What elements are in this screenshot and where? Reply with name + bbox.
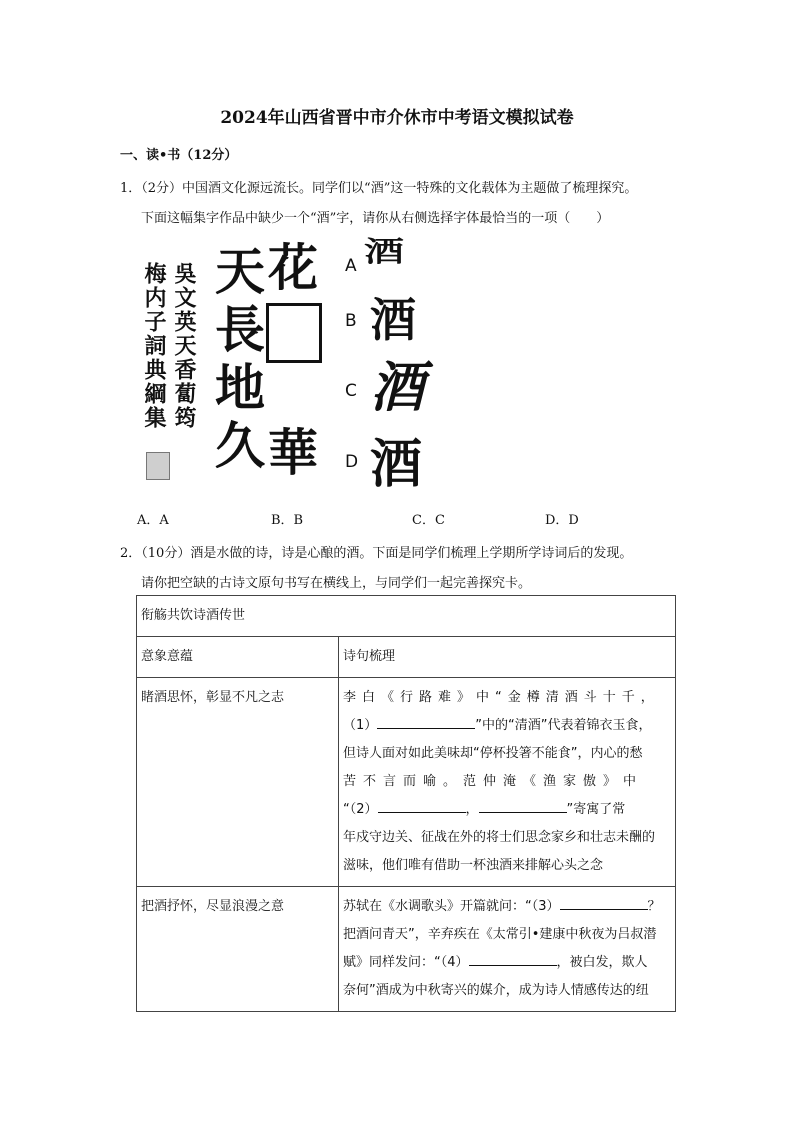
choice-glyph-b[interactable]: 酒 <box>370 293 416 347</box>
row1-line-d: 苦不言而喻。范仲淹《渔家傲》中 <box>343 774 644 789</box>
q1-stem-line1: 1．（2分）中国酒文化源远流长。同学们以“酒”这一特殊的文化载体为主题做了梳理探究。 <box>120 181 638 196</box>
blank-4[interactable] <box>469 949 557 966</box>
blank-1[interactable] <box>377 712 475 729</box>
row1-line-a: 李白《行路难》中“金樽清酒斗十千， <box>343 690 660 705</box>
row1-content <box>339 678 676 887</box>
blank-2b[interactable] <box>479 796 567 813</box>
calligraphy-big-flower: 花 <box>268 238 318 297</box>
q2-stem-line1: 2．（10分）酒是水做的诗，诗是心酿的酒。下面是同学们梳理上学期所学诗词后的发现。 <box>120 546 633 561</box>
column-header-imagery: 意象意蕴 <box>137 637 339 678</box>
choice-glyph-a[interactable]: 酒 <box>364 235 404 269</box>
calligraphy-inscription-left: 梅内子詞典綱集 <box>141 262 167 430</box>
row2-theme: 把酒抒怀，尽显浪漫之意 <box>137 887 339 1012</box>
choice-letter-b: B <box>345 311 357 331</box>
calligraphy-big-hua: 華 <box>268 423 318 482</box>
calligraphy-inscription-right: 吳文英天香蔔筠 <box>171 262 197 430</box>
choice-glyph-d[interactable]: 酒 <box>370 434 423 495</box>
row2-content <box>339 887 676 1012</box>
row2-line-c: 赋》同样发问：“（4） ，被白发，欺人 <box>343 949 671 977</box>
row1-line-f: 年戍守边关、征战在外的将士们思念家乡和壮志未酬的 <box>343 830 656 845</box>
q1-stem-line2: 下面这幅集字作品中缺少一个“酒”字，请你从右侧选择字体最恰当的一项（ ） <box>141 211 610 226</box>
choice-letter-d: D <box>345 452 359 472</box>
exploration-card-table <box>136 595 676 1012</box>
row1-line-c: 但诗人面对如此美味却“停杯投箸不能食”，内心的愁 <box>343 746 643 761</box>
seal-stamp <box>146 452 170 480</box>
table-row <box>137 678 676 887</box>
missing-character-box <box>266 303 322 363</box>
option-c[interactable]: C．C <box>412 513 445 528</box>
option-d[interactable]: D．D <box>545 513 579 528</box>
blank-3[interactable] <box>560 893 648 910</box>
calligraphy-big-column-1: 天長地久 <box>207 245 266 477</box>
page-title: 2024年山西省晋中市介休市中考语文模拟试卷 <box>220 108 574 128</box>
option-b[interactable]: B．B <box>271 513 304 528</box>
option-a[interactable]: A．A <box>137 513 169 528</box>
section-heading: 一、读•书（12分） <box>120 148 238 163</box>
choice-letter-c: C <box>345 381 357 401</box>
blank-2a[interactable] <box>378 796 466 813</box>
row1-line-g: 滋味，他们唯有借助一杯浊酒来排解心头之念 <box>343 858 604 873</box>
row1-line-e: “（2） ， ”寄寓了常 <box>343 796 671 824</box>
column-header-poems: 诗句梳理 <box>339 637 676 678</box>
choice-letter-a: A <box>345 256 357 276</box>
row1-line-b: （1） ”中的“清酒”代表着锦衣玉食， <box>343 712 671 740</box>
table-row <box>137 887 676 1012</box>
row2-line-d: 奈何”酒成为中秋寄兴的媒介，成为诗人情感传达的纽 <box>343 983 649 998</box>
row1-theme: 睹酒思怀，彰显不凡之志 <box>137 678 339 887</box>
row2-line-a: 苏轼在《水调歌头》开篇就问：“（3） ？ <box>343 893 671 921</box>
choice-glyph-c[interactable]: 酒 <box>370 355 424 419</box>
table-header: 衔觞共饮诗酒传世 <box>137 596 676 637</box>
row2-line-b: 把酒问青天”，辛弃疾在《太常引•建康中秋夜为吕叔潜 <box>343 927 657 942</box>
q2-stem-line2: 请你把空缺的古诗文原句书写在横线上，与同学们一起完善探究卡。 <box>141 576 532 591</box>
